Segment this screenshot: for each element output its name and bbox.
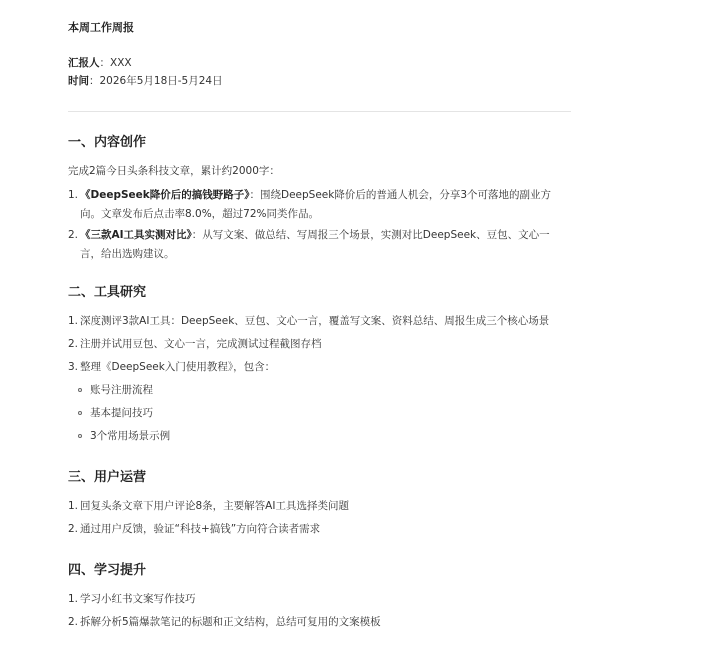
list-number: 1.: [68, 189, 79, 201]
content-list: [68, 186, 568, 264]
report-title: 本周工作周报: [68, 21, 134, 34]
list-item: [68, 186, 568, 224]
reporter-line: [68, 54, 568, 72]
sub-list-item-text: 基本提问技巧: [90, 407, 153, 419]
tutorial-sub-list: [68, 381, 568, 446]
list-item: [68, 520, 568, 539]
sub-list-item: [68, 427, 568, 446]
list-item-text: 回复头条文章下用户评论8条，主要解答AI工具选择类问题: [80, 500, 349, 512]
list-item-text: 整理《DeepSeek入门使用教程》，包含：: [80, 361, 276, 373]
list-item-text: 深度测评3款AI工具：DeepSeek、豆包、文心一言，覆盖写文案、资料总结、周报生成三个核心场景: [80, 315, 550, 327]
section-heading-content: 一、内容创作: [68, 135, 147, 150]
learn-list: [68, 590, 568, 632]
bullet-circle-icon: [78, 388, 82, 392]
list-number: 2.: [68, 523, 79, 535]
list-number: 1.: [68, 500, 79, 512]
list-number: 1.: [68, 593, 79, 605]
list-item: [68, 335, 568, 354]
list-item-text: 注册并试用豆包、文心一言，完成测试过程截图存档: [80, 338, 322, 350]
list-number: 1.: [68, 315, 79, 327]
list-item: [68, 613, 568, 632]
article-title: 《DeepSeek降价后的搞钱野路子》: [80, 189, 250, 201]
list-item-text: ：围绕DeepSeek降价后的普通人机会，分享3个可落地的副业方向。文章发布后点击率8.0%，超过72%同类作品。: [80, 189, 552, 220]
sub-list-item: [68, 381, 568, 400]
list-item-text: 通过用户反馈，验证“科技+搞钱”方向符合读者需求: [80, 523, 321, 535]
ops-list: [68, 497, 568, 539]
article-title: 《三款AI工具实测对比》: [80, 229, 192, 241]
section-intro-content: 完成2篇今日头条科技文章，累计约2000字：: [68, 165, 280, 177]
weekly-report-document: [68, 20, 568, 632]
list-item: [68, 497, 568, 516]
time-value: 2026年5月18日-5月24日: [99, 75, 223, 87]
list-item: [68, 358, 568, 446]
bullet-circle-icon: [78, 434, 82, 438]
reporter-label: 汇报人: [68, 57, 100, 69]
time-label: 时间: [68, 75, 89, 87]
time-line: [68, 72, 568, 90]
section-heading-ops: 三、用户运营: [68, 470, 147, 485]
tools-list: [68, 312, 568, 446]
section-heading-learn: 四、学习提升: [68, 563, 147, 578]
list-number: 2.: [68, 229, 79, 241]
list-item: [68, 312, 568, 331]
list-item: [68, 226, 568, 264]
bullet-circle-icon: [78, 411, 82, 415]
list-item: [68, 590, 568, 609]
divider: [68, 111, 571, 112]
list-item-text: 学习小红书文案写作技巧: [80, 593, 196, 605]
list-number: 2.: [68, 616, 79, 628]
sub-list-item: [68, 404, 568, 423]
list-number: 3.: [68, 361, 79, 373]
sub-list-item-text: 账号注册流程: [90, 384, 153, 396]
list-item-text: 拆解分析5篇爆款笔记的标题和正文结构，总结可复用的文案模板: [80, 616, 381, 628]
sub-list-item-text: 3个常用场景示例: [90, 430, 171, 442]
time-sep: ：: [89, 75, 100, 87]
reporter-sep: ：: [99, 57, 110, 69]
list-number: 2.: [68, 338, 79, 350]
list-item-text: ：从写文案、做总结、写周报三个场景，实测对比DeepSeek、豆包、文心一言，给出选购建议。: [80, 229, 550, 260]
section-heading-tools: 二、工具研究: [68, 285, 147, 300]
reporter-value: XXX: [110, 57, 132, 69]
